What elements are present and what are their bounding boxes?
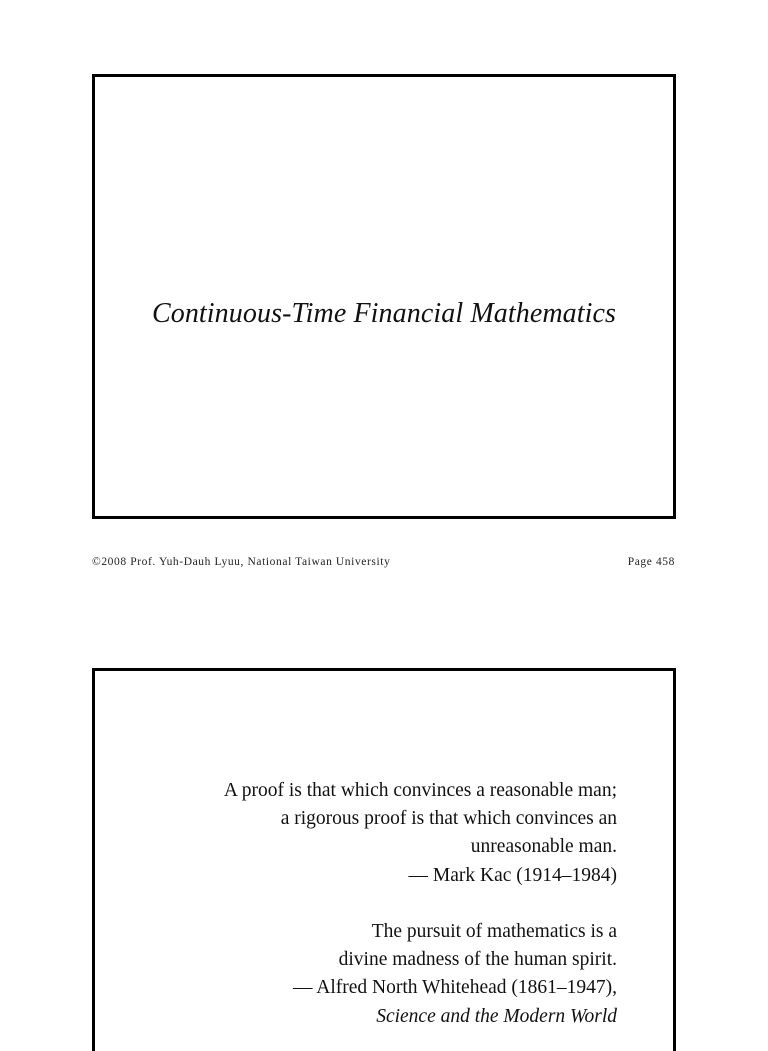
quote-line: divine madness of the human spirit. xyxy=(338,949,617,971)
quote-attribution: — Alfred North Whitehead (1861–1947), xyxy=(292,977,617,999)
quote-line: unreasonable man. xyxy=(470,836,617,858)
quote-whitehead xyxy=(293,918,617,1031)
copyright-footer: ©2008 Prof. Yuh-Dauh Lyuu, National Taiwan University xyxy=(92,556,391,568)
quote-attribution: — Mark Kac (1914–1984) xyxy=(408,864,617,886)
page-number: Page 458 xyxy=(627,556,675,568)
slide-title-frame xyxy=(92,74,676,519)
quote-source: Science and the Modern World xyxy=(376,1005,617,1027)
quote-line: a rigorous proof is that which convinces an xyxy=(280,808,617,830)
quote-kac xyxy=(224,777,617,890)
quote-line: A proof is that which convinces a reasonable man; xyxy=(223,780,617,801)
slide-quotes-frame xyxy=(92,668,676,1051)
slide-title: Continuous-Time Financial Mathematics xyxy=(151,298,617,329)
quote-line: The pursuit of mathematics is a xyxy=(371,921,617,942)
